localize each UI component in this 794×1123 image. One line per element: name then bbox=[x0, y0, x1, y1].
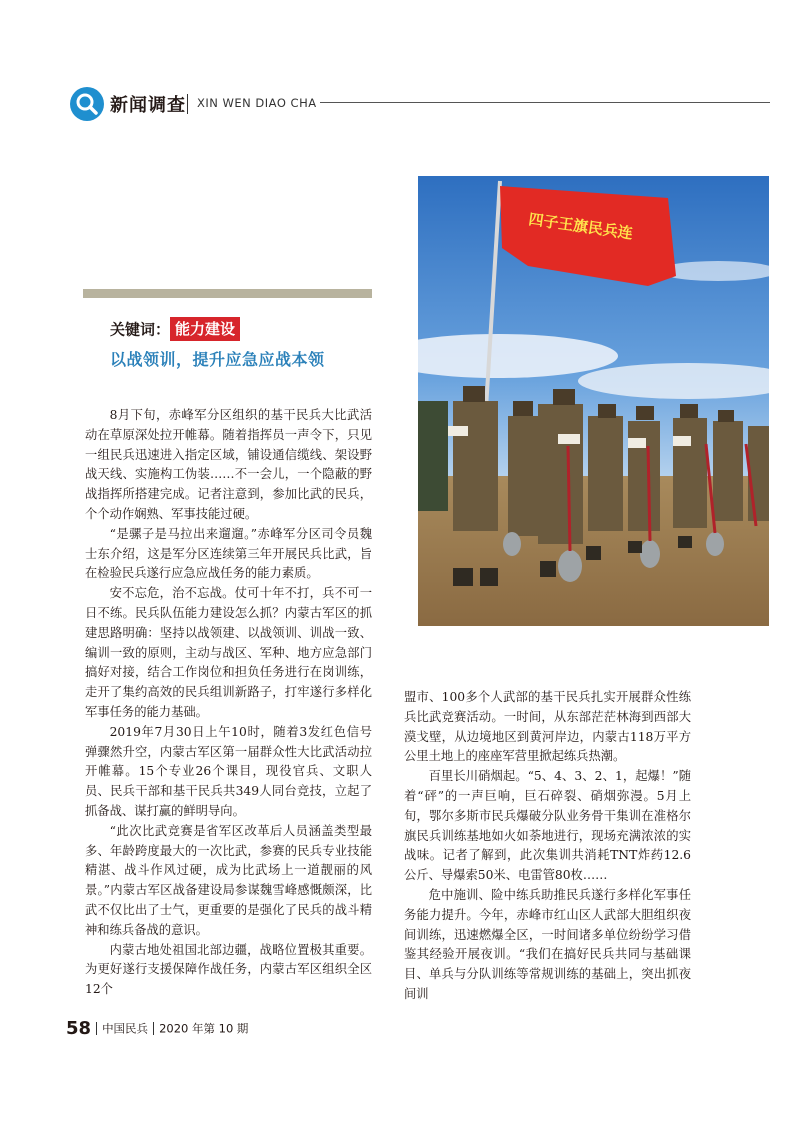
paragraph: “此次比武竞赛是省军区改革后人员涵盖类型最多、年龄跨度最大的一次比武，参赛的民兵专业技能精湛、战斗作风过硬，成为比武场上一道靓丽的风景。”内蒙古军区战备建设局参谋魏雪峰感慨颇深，比武不仅比出了士气，更重要的是强化了民兵的战斗精神和练兵备战的意识。 bbox=[85, 823, 372, 937]
paragraph: “是骡子是马拉出来遛遛。”赤峰军分区司令员魏士东介绍，这是军分区连续第三年开展民兵比武，旨在检验民兵遂行应急应战任务的能力素质。 bbox=[85, 526, 372, 581]
keyword-line bbox=[110, 317, 240, 341]
paragraph: 盟市、100多个人武部的基干民兵扎实开展群众性练兵比武竞赛活动。一时间，从东部茫茫林海到西部大漠戈壁，从边境地区到黄河岸边，内蒙古118万平方公里土地上的座座军营里掀起练兵热潮。 bbox=[404, 690, 691, 764]
article-subtitle: 以战领训，提升应急应战本领 bbox=[110, 350, 325, 369]
militia-photo bbox=[418, 176, 769, 626]
paragraph: 百里长川硝烟起。“5、4、3、2、1，起爆！”随着“砰”的一声巨响，巨石碎裂、硝烟弥漫。5月上旬，鄂尔多斯市民兵爆破分队业务骨干集训在准格尔旗民兵训练基地如火如荼地进行，现场充满浓浓的实战味。记者了解到，此次集训共消耗TNT炸药12.6公斤、导爆索50米、电雷管80枚…… bbox=[404, 769, 691, 883]
title-divider bbox=[187, 94, 188, 114]
paragraph: 安不忘危，治不忘战。仗可十年不打，兵不可一日不练。民兵队伍能力建设怎么抓？内蒙古军区的抓建思路明确：坚持以战领建、以战领训、训战一致、编训一致的原则，主动与战区、军种、地方应急部门搞好对接，结合工作岗位和担负任务进行在岗训练，走开了集约高效的民兵组训新路子，打牢遂行多样化军事任务的能力基础。 bbox=[85, 586, 372, 719]
footer-divider bbox=[153, 1022, 154, 1035]
paragraph: 2019年7月30日上午10时，随着3发红色信号弹骤然升空，内蒙古军区第一届群众性大比武活动拉开帷幕。15个专业26个课目，现役官兵、文职人员、民兵干部和基干民兵共349人同台竞技，立起了抓备战、谋打赢的鲜明导向。 bbox=[85, 724, 372, 818]
keyword-badge: 能力建设 bbox=[170, 317, 240, 341]
article-column-right bbox=[404, 688, 691, 1005]
page-number: 58 bbox=[66, 1018, 92, 1039]
section-pinyin: XIN WEN DIAO CHA bbox=[197, 96, 317, 110]
section-header bbox=[70, 86, 770, 122]
flag-text: 四子王旗民兵连 bbox=[527, 210, 634, 243]
keyword-label: 关键词： bbox=[110, 320, 171, 339]
keyword-bar bbox=[83, 289, 372, 298]
section-title: 新闻调查 bbox=[110, 95, 186, 116]
article-column-left bbox=[85, 406, 372, 1000]
header-rule bbox=[320, 102, 770, 103]
paragraph: 内蒙古地处祖国北部边疆，战略位置极其重要。为更好遂行支援保障作战任务，内蒙古军区组织全区12个 bbox=[85, 942, 372, 997]
footer-divider bbox=[96, 1022, 97, 1035]
issue-label: 2020 年第 10 期 bbox=[159, 1021, 249, 1036]
paragraph: 8月下旬，赤峰军分区组织的基干民兵大比武活动在草原深处拉开帷幕。随着指挥员一声令下，只见一组民兵迅速进入指定区域，铺设通信缆线、架设野战天线、实施构工伪装……不一会儿，一个隐蔽的野战指挥所搭建完成。记者注意到，参加比武的民兵，个个动作娴熟、军事技能过硬。 bbox=[85, 408, 372, 521]
page-footer bbox=[66, 1018, 248, 1039]
search-icon bbox=[70, 87, 104, 121]
publication-name: 中国民兵 bbox=[102, 1021, 149, 1036]
paragraph: 危中施训、险中练兵助推民兵遂行多样化军事任务能力提升。今年，赤峰市红山区人武部大胆组织夜间训练，迅速燃爆全区，一时间诸多单位纷纷学习借鉴其经验开展夜训。“我们在搞好民兵共同与基础课目、单兵与分队训练等常规训练的基础上，突出抓夜间训 bbox=[404, 887, 691, 1001]
